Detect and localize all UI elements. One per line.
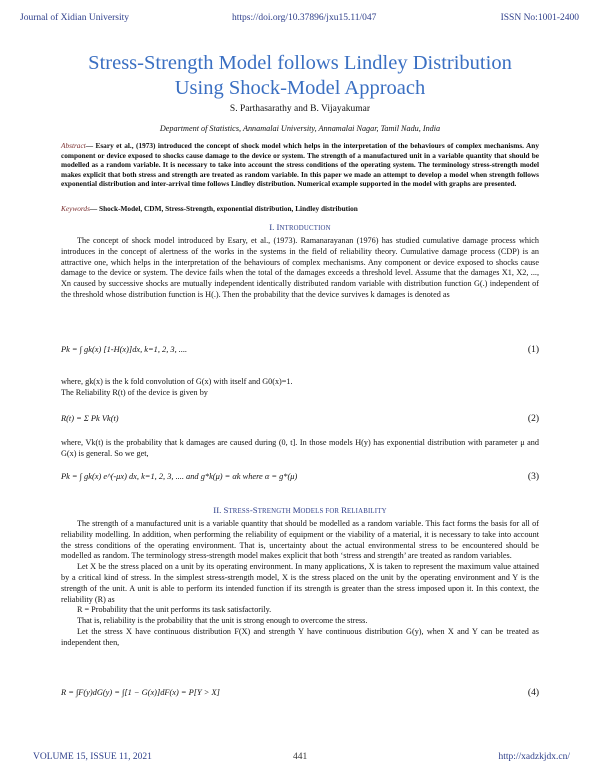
equation-2-number: (2) — [527, 414, 539, 424]
equation-4-number: (4) — [527, 688, 539, 698]
section-1-numeral: I. — [269, 222, 275, 232]
after-eq2-text: where, Vk(t) is the probability that k damages are caused during (0, t]. In those models H(y) has exponential distribution with parameter μ and G(x) is general. So we get, — [61, 438, 539, 458]
section-1-title-rest: NTRODUCTION — [279, 225, 331, 232]
title-line-1: Stress-Strength Model follows Lindley Distribution — [88, 52, 512, 74]
paper-title — [0, 51, 600, 101]
issn: ISSN No:1001-2400 — [500, 13, 579, 23]
equation-3 — [61, 472, 539, 481]
section-2-rest-3: ODELS FOR — [300, 508, 342, 515]
section-2-cap-1: S — [223, 505, 229, 515]
title-line-2: Using Shock-Model Approach — [174, 77, 426, 99]
abstract — [61, 141, 539, 189]
equation-4 — [61, 688, 539, 697]
section-2-heading: II. STRESS-STRENGTH MODELS FOR RELIABILITY — [213, 505, 387, 515]
section-1-after-eq2 — [61, 438, 539, 460]
journal-name: Journal of Xidian University — [20, 13, 129, 23]
section-2-p4: That is, reliability is the probability that the unit is strong enough to overcome the stress. — [77, 616, 368, 626]
keywords-label: Keywords — [61, 204, 90, 213]
section-1-heading — [0, 222, 600, 232]
equation-3-body: Pk = ∫ gk(x) e^(-μx) dx, k=1, 2, 3, .... and g*k(μ) = αk where α = g*(μ) — [61, 472, 298, 481]
equation-2-body: R(t) = Σ Pk Vk(t) — [61, 414, 119, 423]
section-2-p2: Let X be the stress placed on a unit by its operating environment. In many applications, X is taken to represent the maximum value attained by a critical kind of stress. In the simplest stress-strength model, X is the stress placed on the unit by the operating environment and Y is the strength of the unit. A unit is able to perform its intended function if its strength is greater than the stress imposed upon it. In this context, the reliability (R) as — [61, 562, 539, 604]
section-2-rest-4: ELIABILITY — [346, 508, 387, 515]
reliability-line: The Reliability R(t) of the device is given by — [61, 387, 208, 397]
footer-volume: VOLUME 15, ISSUE 11, 2021 — [33, 752, 152, 762]
section-2-body — [61, 519, 539, 649]
affiliation: Department of Statistics, Annamalai University, Annamalai Nagar, Tamil Nadu, India — [159, 124, 441, 133]
section-1-paragraph — [61, 236, 539, 301]
section-2-cap-4: R — [341, 505, 347, 515]
footer-url[interactable]: http://xadzkjdx.cn/ — [498, 752, 570, 762]
section-1-title-cap: I — [276, 222, 280, 232]
section-1-p1: The concept of shock model introduced by Esary, et al., (1973). Ramanarayanan (1976) has studied cumulative damage process which introduces in the concept of alertness of the works in the systems in the field of reliability theory. Cumulative damage process (CDP) is an attractive one, which helps in the interpretation of the behaviours of complex mechanisms. Any component or device exposed to shocks cause damage to the device or system. The device fails when the total of the damages exceeds a threshold level. Assume that the damages X1, X2, ..., Xn caused by successive shocks are mutually independent identically distributed random variable with distribution function G(.) independent of the threshold whose distribution function is H(.). Then the probability that the device survives k damages is denoted as — [61, 236, 539, 299]
equation-1 — [61, 345, 539, 354]
authors: S. Parthasarathy and B. Vijayakumar — [229, 104, 371, 114]
footer-page-number: 441 — [293, 752, 308, 762]
keywords — [61, 204, 539, 213]
keywords-text: — Shock-Model, CDM, Stress-Strength, exponential distribution, Lindley distribution — [89, 204, 358, 213]
doi-link[interactable]: https://doi.org/10.37896/jxu15.11/047 — [232, 13, 377, 23]
section-2-p1: The strength of a manufactured unit is a variable quantity that should be modelled as a random variable. This fact forms the basis for all of reliability modelling. In addition, when performing the reliability of equipment or the viability of a material, it is necessary to take into account the stress conditions of the operating environment. That is, uncertainty about the actual environmental stress to be encountered should be modelled as random. The terminology stress-strength model makes explicit that both ‘stress and strength’ are treated as random variables. — [61, 519, 539, 561]
section-2-numeral: II. — [213, 505, 222, 515]
equation-1-number: (1) — [527, 345, 539, 355]
equation-4-body: R = ∫F(y)dG(y) = ∫[1 − G(x)]dF(x) = P[Y > X] — [61, 688, 220, 697]
equation-3-number: (3) — [527, 472, 539, 482]
section-2-p5: Let the stress X have continuous distribution F(X) and strength Y have continuous distribution G(y), when X and Y can be treated as independent then, — [61, 626, 539, 647]
section-2-cap-3: M — [292, 505, 301, 515]
section-2-rest-2: TRENGTH — [257, 508, 293, 515]
equation-2 — [61, 414, 539, 423]
after-eq1-text: where, gk(x) is the k fold convolution of G(x) with itself and G0(x)=1. — [61, 377, 293, 386]
section-2-p3: R = Probability that the unit performs its task satisfactorily. — [77, 605, 272, 615]
abstract-label: Abstract — [61, 141, 86, 150]
section-2-rest-1: TRESS — [228, 508, 250, 515]
equation-1-body: Pk = ∫ gk(x) [1-H(x)]dx, k=1, 2, 3, .... — [61, 345, 188, 354]
section-2-cap-2: S — [252, 505, 258, 515]
section-1-after-eq1 — [61, 377, 539, 399]
abstract-text: — Esary et al., (1973) introduced the concept of shock model which helps in the interpretation of the behaviours of complex mechanisms. Any component or device exposed to shocks cause damage to the device or system. The strength of a manufactured unit in a variable quantity that should be modelled as a random variable. It is necessary to take into account the stress conditions of the operating system. The terminology stress-strength model makes explicit that both stress and strength are treated as random variable. In this paper we made an attempt to develop a model when strength follows exponential distribution and inter-arrival time follows Lindley distribution. Numerical example supported in the model with graphs are presented. — [61, 141, 539, 189]
